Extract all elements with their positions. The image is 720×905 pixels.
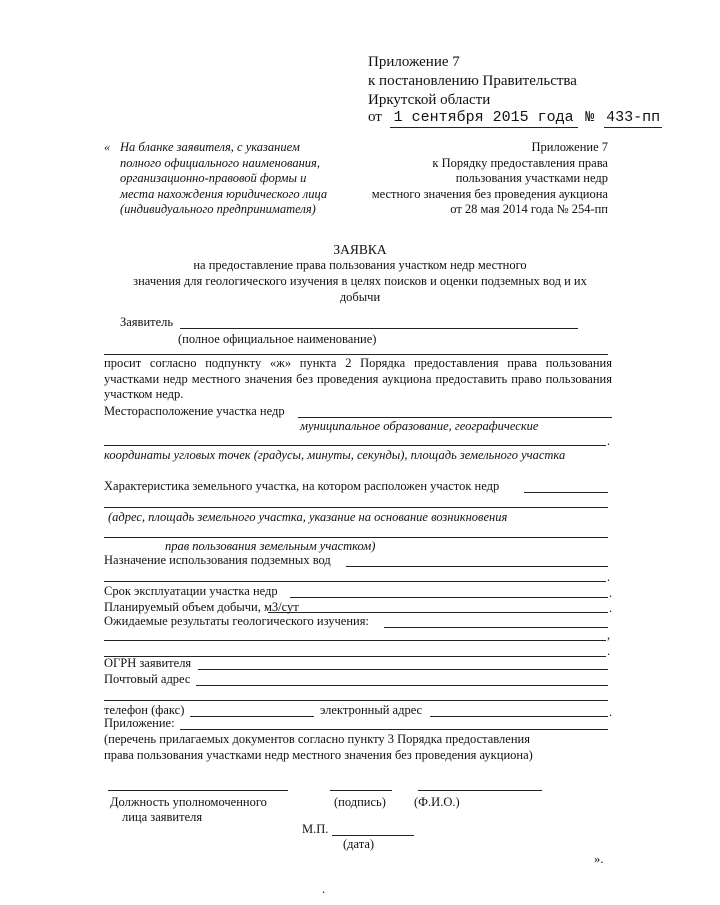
coords-caption: координаты угловых точек (градусы, минуты, секунды), площадь земельного участка bbox=[104, 448, 566, 462]
order-appendix-line: местного значения без проведения аукциона bbox=[371, 186, 608, 201]
blank-note-line: (индивидуального предпринимателя) bbox=[120, 202, 316, 216]
phone-label: телефон (факс) bbox=[104, 703, 185, 717]
attachment-caption-2: права пользования участками недр местного значения без проведения аукциона) bbox=[104, 748, 533, 762]
full-name-line[interactable] bbox=[418, 790, 542, 791]
postal-label: Почтовый адрес bbox=[104, 672, 191, 686]
blank-note-line: организационно-правовой формы и bbox=[120, 171, 307, 185]
purpose-label: Назначение использования подземных вод bbox=[104, 553, 331, 567]
purpose-dot: . bbox=[607, 570, 611, 584]
location-field[interactable] bbox=[298, 417, 612, 418]
results-label: Ожидаемые результаты геологического изучения: bbox=[104, 614, 369, 628]
ogrn-field[interactable] bbox=[198, 669, 608, 670]
ogrn-label: ОГРН заявителя bbox=[104, 656, 192, 670]
blank-note bbox=[120, 140, 327, 218]
postal-field-2[interactable] bbox=[104, 700, 608, 701]
results-dot: . bbox=[607, 644, 611, 658]
blank-note-line: места нахождения юридического лица bbox=[120, 186, 328, 201]
number-value: 433-пп bbox=[606, 109, 661, 126]
email-field[interactable] bbox=[430, 716, 608, 717]
volume-label: Планируемый объем добычи, м3/сут bbox=[104, 600, 299, 614]
email-label: электронный адрес bbox=[320, 703, 423, 717]
land-caption-1: (адрес, площадь земельного участка, указание на основание возникновения bbox=[108, 510, 508, 524]
page-bottom-dot: . bbox=[322, 882, 326, 896]
signature-line[interactable] bbox=[330, 790, 392, 791]
title-subline-1: на предоставление права пользования участком недр местного bbox=[193, 258, 527, 272]
attachment-label: Приложение: bbox=[104, 716, 175, 730]
volume-field[interactable] bbox=[268, 612, 608, 613]
applicant-name-field[interactable] bbox=[180, 328, 578, 329]
date-field[interactable] bbox=[332, 835, 414, 836]
land-field-3[interactable] bbox=[104, 537, 608, 538]
postal-field[interactable] bbox=[196, 685, 608, 686]
email-dot: . bbox=[609, 705, 613, 719]
results-field[interactable] bbox=[384, 627, 608, 628]
order-appendix-line: Приложение 7 bbox=[531, 140, 608, 154]
blank-note-line: полного официального наименования, bbox=[120, 155, 320, 170]
appendix-resolution: к постановлению Правительства bbox=[368, 73, 577, 89]
closing-quote: ». bbox=[594, 852, 604, 866]
date-caption: (дата) bbox=[343, 837, 375, 851]
order-appendix bbox=[372, 140, 608, 218]
applicant-caption: (полное официальное наименование) bbox=[178, 332, 377, 346]
blank-note-line: На бланке заявителя, с указанием bbox=[120, 140, 300, 154]
order-appendix-line: от 28 мая 2014 года № 254-пп bbox=[450, 202, 608, 216]
land-caption-2: прав пользования земельным участком) bbox=[165, 539, 376, 553]
purpose-field-2[interactable] bbox=[104, 581, 606, 582]
results-field-2[interactable] bbox=[104, 640, 606, 641]
date-prefix: от bbox=[368, 109, 382, 125]
title-subline-2: значения для геологического изучения в целях поисков и оценки подземных вод и их bbox=[133, 274, 587, 288]
signature-caption: (подпись) bbox=[334, 795, 386, 809]
title-subline-3: добычи bbox=[339, 290, 381, 304]
location-dot: . bbox=[607, 434, 611, 448]
location-field-2[interactable] bbox=[104, 445, 606, 446]
stamp-label: М.П. bbox=[302, 822, 329, 836]
position-caption-2: лица заявителя bbox=[122, 810, 203, 824]
land-field-2[interactable] bbox=[104, 507, 608, 508]
term-dot: . bbox=[609, 586, 613, 600]
order-appendix-line: к Порядку предоставления права bbox=[432, 155, 608, 170]
quote-open: « bbox=[104, 140, 111, 154]
attachment-field[interactable] bbox=[180, 729, 608, 730]
land-field[interactable] bbox=[524, 492, 608, 493]
appendix-region: Иркутской области bbox=[368, 92, 491, 108]
document-title: ЗАЯВКА bbox=[333, 242, 387, 257]
location-caption: муниципальное образование, географические bbox=[300, 419, 539, 433]
applicant-label: Заявитель bbox=[120, 315, 174, 329]
location-label: Месторасположение участка недр bbox=[104, 404, 285, 418]
applicant-name-continuation-field[interactable] bbox=[104, 354, 608, 355]
land-label: Характеристика земельного участка, на котором расположен участок недр bbox=[104, 479, 500, 493]
appendix-date-line bbox=[368, 108, 662, 128]
date-value: 1 сентября 2015 года bbox=[390, 108, 578, 128]
attachment-caption-1: (перечень прилагаемых документов согласно пункту 3 Порядка предоставления bbox=[104, 732, 530, 746]
phone-field[interactable] bbox=[190, 716, 314, 717]
results-comma: , bbox=[607, 628, 611, 642]
full-name-caption: (Ф.И.О.) bbox=[414, 795, 460, 809]
order-appendix-line: пользования участками недр bbox=[455, 171, 608, 185]
request-paragraph: просит согласно подпункту «ж» пункта 2 Порядка предоставления права пользования участками недр местного значения без проведения аукциона предоставить право пользования участком недр. bbox=[104, 356, 612, 401]
volume-dot: . bbox=[609, 601, 613, 615]
purpose-field[interactable] bbox=[346, 566, 608, 567]
position-line[interactable] bbox=[108, 790, 288, 791]
term-label: Срок эксплуатации участка недр bbox=[104, 584, 278, 598]
term-field[interactable] bbox=[290, 597, 608, 598]
appendix-title: Приложение 7 bbox=[368, 54, 460, 70]
position-caption-1: Должность уполномоченного bbox=[110, 795, 267, 809]
number-sign: № bbox=[585, 109, 595, 126]
